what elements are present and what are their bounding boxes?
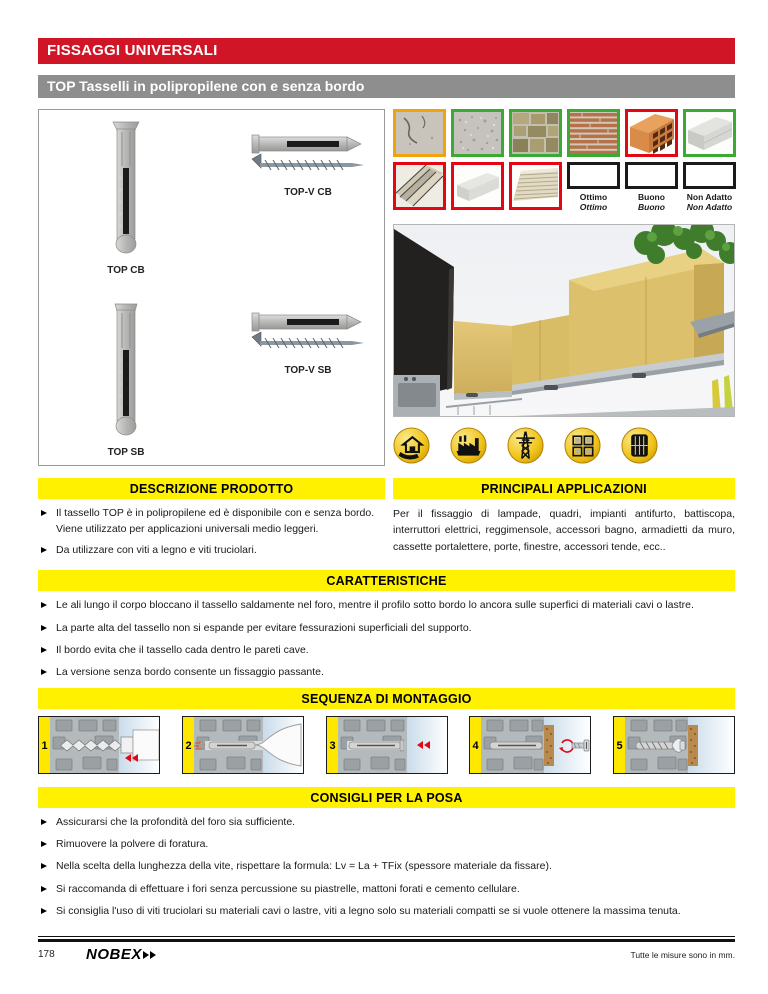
list-item xyxy=(38,598,735,614)
list-item xyxy=(38,543,385,559)
drilling-step-image xyxy=(39,717,159,773)
list-item xyxy=(38,859,735,875)
bullet-text: Assicurarsi che la profondità del foro sia sufficiente. xyxy=(56,815,296,828)
section-title-applicazioni: PRINCIPALI APPLICAZIONI xyxy=(481,482,647,496)
plug-insert-step-image xyxy=(183,717,303,773)
montage-sequence xyxy=(38,716,735,774)
applicazioni-text: Per il fissaggio di lampade, quadri, impianti antifurto, battiscopa, interruttori elettrici, reggimensole, accessori bagno, armadietti da muro, cassette portalettere, porte, finestre, accessori tende, ecc.. xyxy=(393,508,735,553)
bullet-text: Le ali lungo il corpo bloccano il tassello saldamente nel foro, mentre il profilo sotto bordo lo ancora sulle superfici di materiali cavi o lastre. xyxy=(56,599,694,612)
page-title: TOP Tasselli in polipropilene con e senza bordo xyxy=(47,78,365,94)
material-tile-aerated-concrete-icon xyxy=(683,109,736,157)
category-banner xyxy=(38,38,735,64)
product-images-box xyxy=(38,109,385,466)
bullet-icon xyxy=(41,510,47,516)
plug-seated-step-image xyxy=(327,717,447,773)
material-tile-gypsum-slab-icon xyxy=(451,162,504,210)
legend-label-non-adatto: Non Adatto xyxy=(686,192,733,202)
brand-logo xyxy=(86,946,158,963)
legend-ottimo xyxy=(567,162,620,212)
list-item xyxy=(38,837,735,853)
product-top-cb xyxy=(81,120,171,276)
material-tile-hollow-brick-icon xyxy=(625,109,678,157)
wall-plug-screw-cb-image xyxy=(247,132,369,178)
house-icon xyxy=(393,427,430,464)
fixing-complete-step-image xyxy=(614,717,734,773)
section-title-descrizione: DESCRIZIONE PRODOTTO xyxy=(129,482,294,496)
bullet-text: Da utilizzare con viti a legno e viti truciolari. xyxy=(56,543,257,556)
legend-box-ottimo xyxy=(567,162,620,189)
section-header-descrizione xyxy=(38,478,385,499)
bullet-text: Il tassello TOP è in polipropilene ed è disponibile con e senza bordo. Viene utilizzato per applicazioni universali medio leggeri. xyxy=(56,507,375,535)
material-tile-multilayer-board-icon xyxy=(509,162,562,210)
bullet-icon xyxy=(41,647,47,653)
montage-step-4 xyxy=(469,716,591,774)
section-title-consigli: CONSIGLI PER LA POSA xyxy=(310,790,463,805)
product-top-sb xyxy=(81,302,171,458)
bullet-icon xyxy=(41,547,47,553)
bullet-icon xyxy=(41,602,47,608)
montage-step-1 xyxy=(38,716,160,774)
factory-icon xyxy=(450,427,487,464)
bullet-text: Il bordo evita che il tassello cada dentro le pareti cave. xyxy=(56,643,309,656)
power-pylon-icon xyxy=(507,427,544,464)
product-top-v-cb xyxy=(247,132,369,198)
wall-plug-screw-sb-image xyxy=(247,310,369,356)
material-tile-solid-brick-icon xyxy=(567,109,620,157)
legend-label-ottimo-alt: Ottimo xyxy=(579,202,608,212)
list-item xyxy=(38,506,385,538)
bullet-text: La versione senza bordo consente un fissaggio passante. xyxy=(56,666,324,678)
legend-label-buono: Buono xyxy=(638,192,665,202)
section-header-sequenza xyxy=(38,688,735,709)
category-title: FISSAGGI UNIVERSALI xyxy=(47,42,218,59)
wall-plug-cb-image xyxy=(101,120,151,256)
windows-icon xyxy=(564,427,601,464)
page-footer xyxy=(38,946,735,963)
bullet-text: Rimuovere la polvere di foratura. xyxy=(56,838,209,850)
brand-text: NOBEX xyxy=(86,946,142,963)
section-header-caratteristiche xyxy=(38,570,735,591)
product-label-top-sb: TOP SB xyxy=(107,447,145,458)
section-header-applicazioni xyxy=(393,478,735,499)
shutter-icon xyxy=(621,427,658,464)
bullet-icon xyxy=(41,819,47,825)
list-item xyxy=(38,815,735,831)
footer-divider xyxy=(38,936,735,942)
logo-arrows-icon xyxy=(143,951,158,959)
bullet-text: Nella scelta della lunghezza della vite, rispettare la formula: Lv = La + TFix (spessore materiale da fissare). xyxy=(56,860,552,873)
legend-box-buono xyxy=(625,162,678,189)
material-tile-cracked-concrete-icon xyxy=(393,109,446,157)
list-item xyxy=(38,643,735,659)
svg-text:4: 4 xyxy=(472,739,479,752)
bullet-icon xyxy=(41,625,47,631)
product-label-top-v-sb: TOP-V SB xyxy=(284,365,332,376)
section-title-caratteristiche: CARATTERISTICHE xyxy=(326,574,447,589)
montage-step-2 xyxy=(182,716,304,774)
list-item xyxy=(38,904,735,920)
legend-box-non-adatto xyxy=(683,162,736,189)
section-header-consigli xyxy=(38,787,735,808)
consigli-bullets xyxy=(38,815,735,920)
bullet-icon xyxy=(41,908,47,914)
svg-text:2: 2 xyxy=(185,739,192,752)
legend-label-non-adatto-alt: Non Adatto xyxy=(686,202,733,212)
product-label-top-cb: TOP CB xyxy=(107,265,145,276)
legend-non-adatto xyxy=(683,162,736,212)
svg-text:3: 3 xyxy=(329,739,336,752)
legend-label-ottimo: Ottimo xyxy=(579,192,608,202)
bullet-icon xyxy=(41,886,47,892)
application-photo-kitchen xyxy=(393,224,735,417)
list-item xyxy=(38,665,735,681)
bullet-text: Si raccomanda di effettuare i fori senza percussione su piastrelle, mattoni forati e cemento cellulare. xyxy=(56,882,520,895)
section-title-sequenza: SEQUENZA DI MONTAGGIO xyxy=(301,691,472,706)
bullet-icon xyxy=(41,841,47,847)
svg-text:5: 5 xyxy=(616,739,623,752)
material-tile-layered-plasterboard-icon xyxy=(393,162,446,210)
bullet-text: Si consiglia l'uso di viti truciolari su materiali cavi o lastre, viti a legno solo su materiali compatti se si vuole ottenere la massima tenuta. xyxy=(56,904,681,917)
wall-plug-sb-image xyxy=(101,302,151,438)
material-tile-concrete-icon xyxy=(451,109,504,157)
footer-note: Tutte le misure sono in mm. xyxy=(630,949,735,960)
material-tile-natural-stone-icon xyxy=(509,109,562,157)
caratteristiche-bullets xyxy=(38,598,735,681)
legend-label-buono-alt: Buono xyxy=(638,202,665,212)
legend-buono xyxy=(625,162,678,212)
list-item xyxy=(38,621,735,637)
product-title-banner xyxy=(38,75,735,98)
list-item xyxy=(38,882,735,898)
application-icons-row xyxy=(393,427,735,464)
bullet-icon xyxy=(41,863,47,869)
descrizione-bullets xyxy=(38,506,385,558)
material-compatibility-grid xyxy=(393,109,735,212)
screw-insert-step-image xyxy=(470,717,590,773)
page-number: 178 xyxy=(38,949,55,960)
product-top-v-sb xyxy=(247,310,369,376)
product-label-top-v-cb: TOP-V CB xyxy=(284,187,332,198)
svg-text:1: 1 xyxy=(41,739,48,752)
bullet-icon xyxy=(41,669,47,675)
bullet-text: La parte alta del tassello non si espande per evitare fessurazioni superficiali del supporto. xyxy=(56,621,472,634)
montage-step-3 xyxy=(326,716,448,774)
montage-step-5 xyxy=(613,716,735,774)
